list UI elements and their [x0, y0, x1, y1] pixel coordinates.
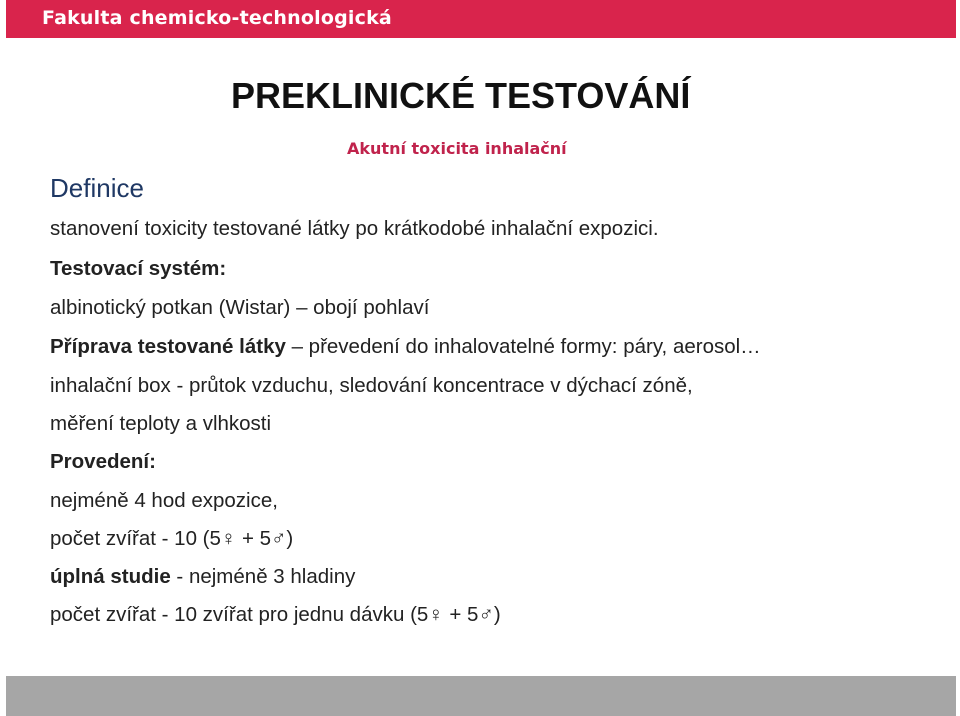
preparation-text: – převedení do inhalovatelné formy: páry, aerosol… [285, 335, 761, 358]
slide-title: PREKLINICKÉ TESTOVÁNÍ [231, 75, 691, 116]
section-heading: Definice [50, 173, 144, 203]
inhalation-box-line-2: měření teploty a vlhkosti [50, 412, 272, 435]
procedure-duration: nejméně 4 hod expozice, [50, 489, 278, 512]
procedure-animal-count: počet zvířat - 10 (5♀ + 5♂) [50, 527, 294, 550]
full-study-line [50, 565, 355, 589]
preparation-line [50, 335, 761, 359]
test-system-label-text: Testovací systém: [50, 257, 227, 280]
full-study-animal-count: počet zvířat - 10 zvířat pro jednu dávku (5♀ + 5♂) [50, 603, 501, 626]
test-system-text: albinotický potkan (Wistar) – obojí pohlaví [50, 296, 430, 319]
header-bar [6, 0, 956, 38]
inhalation-box-line-1: inhalační box - průtok vzduchu, sledování koncentrace v dýchací zóně, [50, 374, 693, 397]
full-study-text: - nejméně 3 hladiny [170, 565, 356, 588]
faculty-name: Fakulta chemicko-technologická [42, 7, 392, 29]
slide-subtitle: Akutní toxicita inhalační [347, 139, 567, 158]
procedure-label [50, 450, 156, 474]
test-system-label [50, 257, 226, 281]
footer-bar [6, 676, 956, 716]
procedure-label-text: Provedení: [50, 450, 156, 473]
full-study-label: úplná studie [50, 565, 171, 588]
definition-text: stanovení toxicity testované látky po krátkodobé inhalační expozici. [50, 217, 659, 240]
preparation-label: Příprava testované látky [50, 335, 286, 358]
